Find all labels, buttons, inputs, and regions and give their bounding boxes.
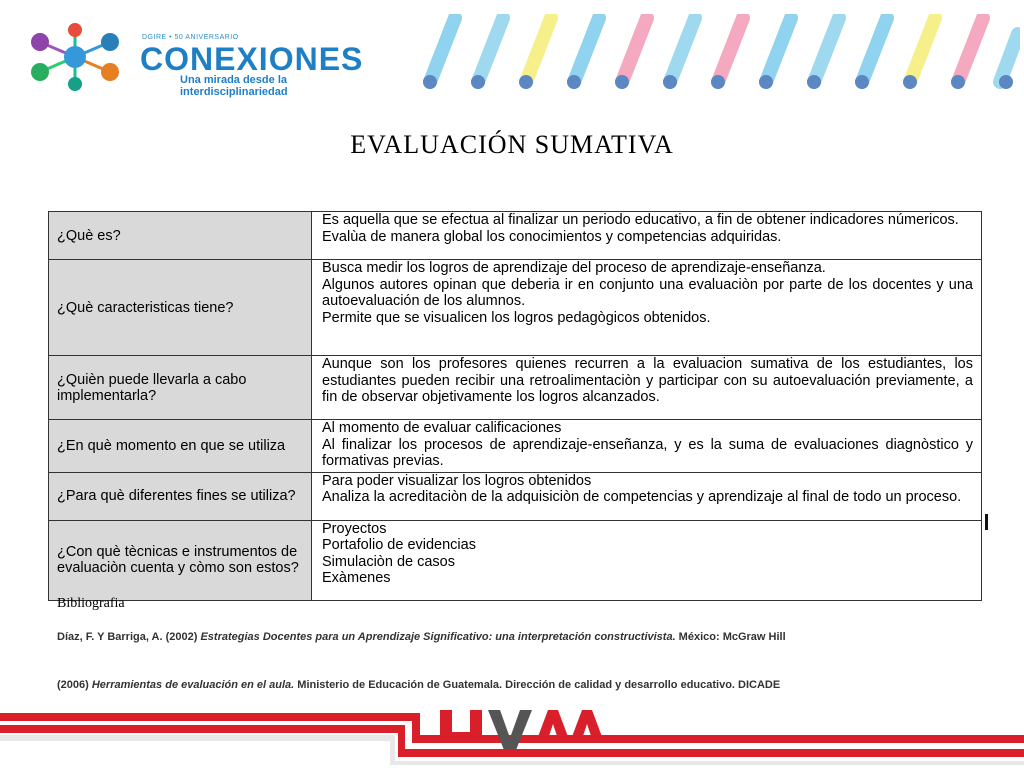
- answer-line: Simulaciòn de casos: [322, 553, 455, 570]
- answer-line: Al finalizar los procesos de aprendizaje-enseñanza, y es la suma de evaluaciones diagnòstico y formativas previas.: [322, 436, 973, 469]
- question-cell: ¿Quièn puede llevarla a cabo implementarla?: [49, 356, 312, 420]
- uvaa-logo: [440, 710, 604, 750]
- answer-cell: [312, 420, 982, 473]
- ref-1-suffix: México: McGraw Hill: [675, 631, 786, 643]
- bibliography-ref-2: [57, 676, 977, 694]
- answer-line: Evalùa de manera global los conocimientos y competencias adquiridas.: [322, 228, 782, 245]
- table-row: [49, 520, 982, 600]
- answer-line: Algunos autores opinan que deberia ir en conjunto una evaluaciòn por parte de los docentes y una autoevaluación de los alumnos.: [322, 276, 973, 309]
- question-cell: ¿Para què diferentes fines se utiliza?: [49, 472, 312, 520]
- answer-line: Analiza la acreditaciòn de la adquisiciòn de competencias y aprendizaje al final de todo un proceso.: [322, 489, 962, 505]
- table-row: [49, 472, 982, 520]
- answer-cell: [312, 212, 982, 260]
- page-title: EVALUACIÓN SUMATIVA: [350, 130, 674, 159]
- answer-line: Al momento de evaluar calificaciones: [322, 420, 562, 436]
- table-row: [49, 356, 982, 420]
- logo-tagline: Una mirada desde la interdisciplinariedad: [180, 74, 288, 98]
- bibliography-heading: Bibliografia: [57, 596, 125, 611]
- ref-2-prefix: (2006): [57, 679, 92, 691]
- question-cell: ¿En què momento en que se utiliza: [49, 420, 312, 473]
- table-row: [49, 260, 982, 356]
- ref-1-title: Estrategias Docentes para un Aprendizaje Significativo: una interpretación constructivista.: [200, 631, 676, 643]
- table-row: [49, 420, 982, 473]
- answer-line: Para poder visualizar los logros obtenidos: [322, 472, 592, 489]
- table-row: [49, 212, 982, 260]
- answer-cell: [312, 356, 982, 420]
- logo-small-text: DGIRE • 50 ANIVERSARIO: [142, 34, 239, 41]
- network-icon: [20, 22, 130, 92]
- answer-line: Portafolio de evidencias: [322, 537, 476, 553]
- ref-1-prefix: Díaz, F. Y Barriga, A. (2002): [57, 631, 201, 643]
- decorative-stripes: [420, 14, 1020, 90]
- question-cell: ¿Con què tècnicas e instrumentos de evaluaciòn cuenta y còmo son estos?: [49, 520, 312, 600]
- ref-2-title: Herramientas de evaluación en el aula.: [91, 679, 295, 691]
- answer-line: Busca medir los logros de aprendizaje del proceso de aprendizaje-enseñanza.: [322, 260, 826, 276]
- answer-line: Es aquella que se efectua al finalizar un periodo educativo, a fin de obtener indicadores númericos.: [322, 212, 959, 228]
- answer-line: Aunque son los profesores quienes recurren a la evaluacion sumativa de los estudiantes, los estudiantes pueden recibir una retroalimentaciòn y participar con su autoevaluación previamente, a fin de observar objetivamente los logros alcanzados.: [322, 356, 973, 405]
- answer-cell: [312, 472, 982, 520]
- answer-line: Exàmenes: [322, 570, 391, 586]
- logo-brand: CONEXIONES: [140, 41, 364, 77]
- footer-band: [0, 705, 1024, 768]
- text-cursor: [985, 514, 988, 530]
- answer-cell: [312, 520, 982, 600]
- answer-line: Permite que se visualicen los logros pedagògicos obtenidos.: [322, 309, 711, 326]
- question-cell: ¿Què caracteristicas tiene?: [49, 260, 312, 356]
- ref-2-suffix: Ministerio de Educación de Guatemala. Dirección de calidad y desarrollo educativo. DICADE: [294, 679, 781, 691]
- answer-line: Proyectos: [322, 520, 387, 537]
- bibliography-ref-1: [57, 628, 977, 646]
- answer-cell: [312, 260, 982, 356]
- evaluation-table: [48, 211, 982, 601]
- question-cell: ¿Què es?: [49, 212, 312, 260]
- conexiones-logo: [20, 22, 380, 98]
